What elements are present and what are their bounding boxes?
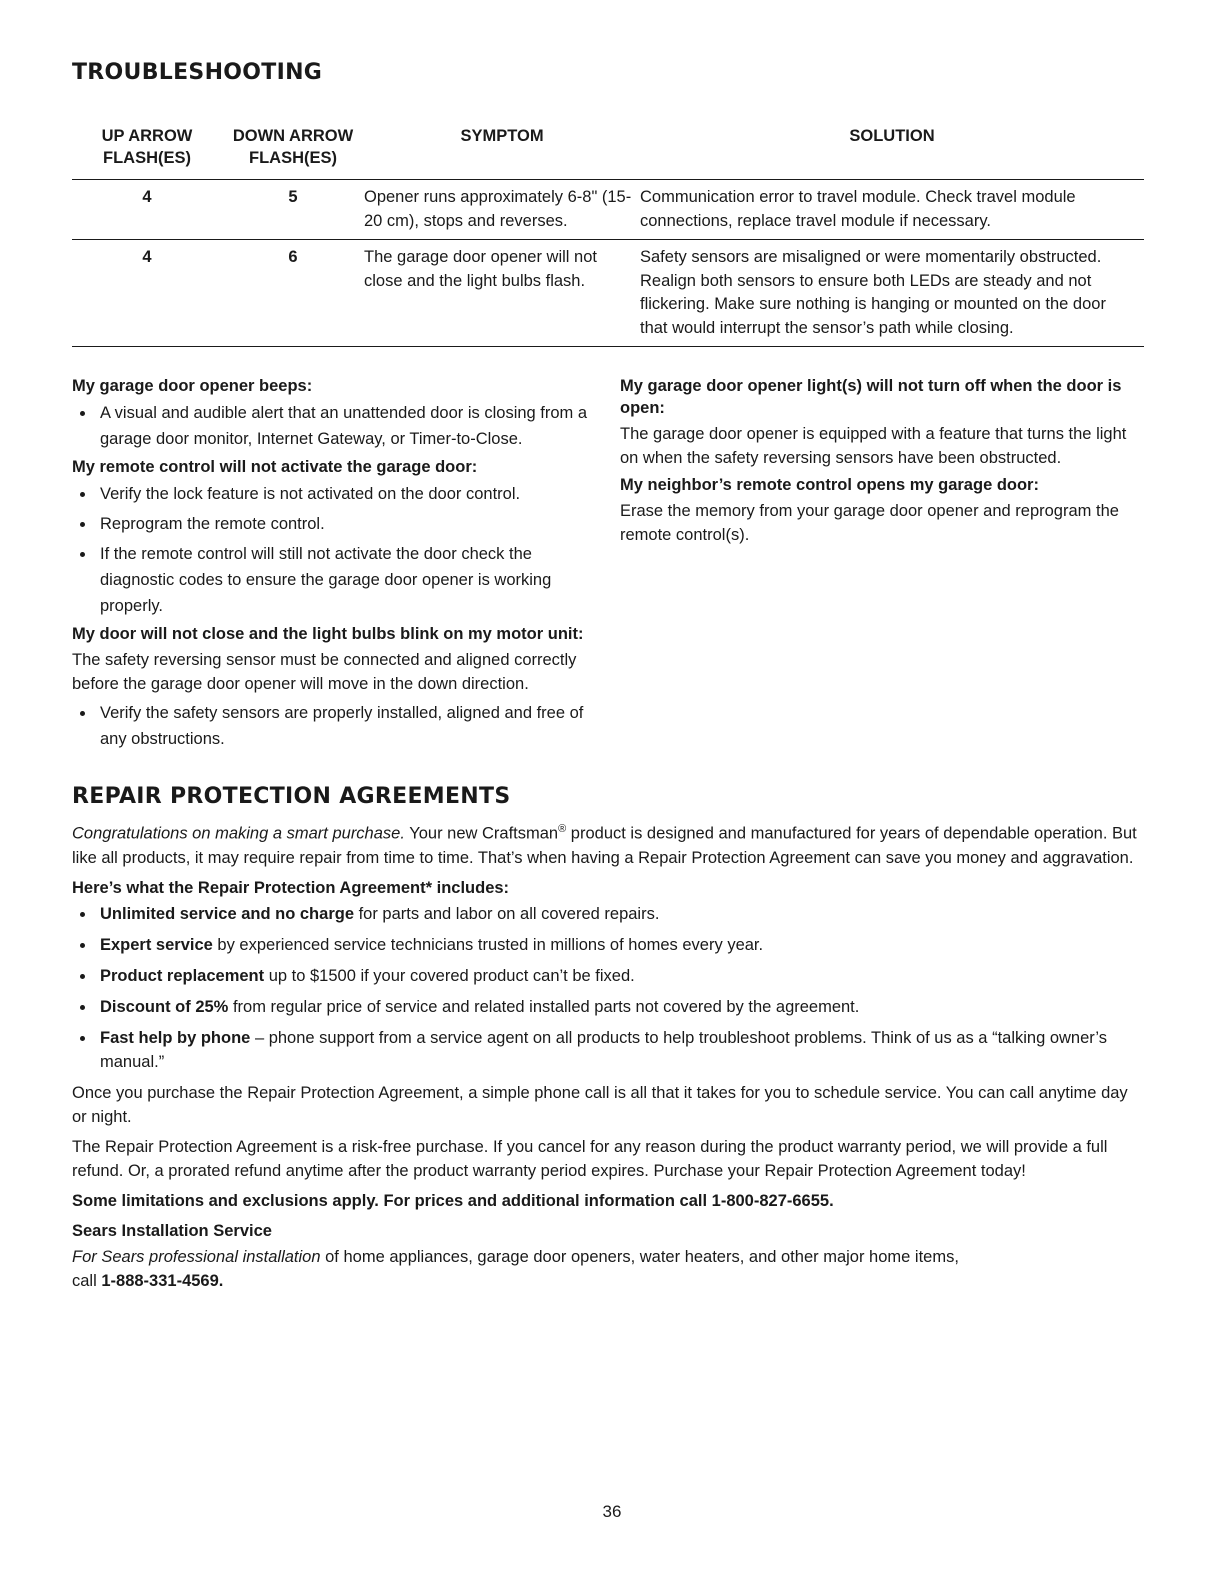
cell-down-flashes: 5 [222, 180, 364, 240]
benefit-title: Product replacement [100, 966, 265, 985]
repair-paragraph-schedule: Once you purchase the Repair Protection Agreement, a simple phone call is all that it takes for you to schedule service. You can call anytime day or night. [72, 1083, 1128, 1126]
cell-solution: Communication error to travel module. Check travel module connections, replace travel module if necessary. [640, 180, 1144, 240]
sears-installation-heading: Sears Installation Service [72, 1221, 272, 1240]
faq-question-remote: My remote control will not activate the garage door: [72, 458, 478, 476]
list-item [72, 1026, 1144, 1074]
faq-remote-list [72, 481, 602, 619]
faq-question-light: My garage door opener light(s) will not turn off when the door is open: [620, 377, 1122, 417]
faq-question-neighbor: My neighbor’s remote control opens my garage door: [620, 476, 1039, 494]
bullet-icon [80, 492, 85, 497]
list-item [72, 902, 1144, 926]
bullet-icon [80, 1036, 85, 1041]
sears-installation-italic: For Sears professional installation [72, 1247, 321, 1266]
list-item [72, 481, 602, 507]
page-number: 36 [602, 1502, 622, 1521]
list-item-text: If the remote control will still not activate the door check the diagnostic codes to ensure the garage door opener is working properly. [100, 545, 552, 615]
benefit-text: by experienced service technicians trusted in millions of homes every year. [212, 935, 764, 954]
bullet-icon [80, 943, 85, 948]
cell-down-flashes: 6 [222, 240, 364, 347]
bullet-icon [80, 711, 85, 716]
list-item [72, 700, 602, 752]
sears-installation-body: of home appliances, garage door openers, water heaters, and other major home items, [320, 1247, 959, 1266]
list-item-text: Verify the lock feature is not activated on the door control. [100, 485, 521, 503]
bullet-icon [80, 974, 85, 979]
repair-intro-italic: Congratulations on making a smart purchase. [72, 824, 405, 843]
header-up-arrow [72, 125, 222, 180]
list-item-text: A visual and audible alert that an unattended door is closing from a garage door monitor, Internet Gateway, or Timer-to-Close. [100, 404, 588, 448]
sears-call-label: call [72, 1271, 102, 1290]
page [72, 60, 1144, 1299]
benefit-title: Unlimited service and no charge [100, 904, 354, 923]
list-item [72, 541, 602, 619]
benefit-text: up to $1500 if your covered product can’t be fixed. [264, 966, 635, 985]
faq-close-list [72, 700, 602, 752]
table-row [72, 240, 1144, 347]
header-solution: SOLUTION [640, 125, 1144, 180]
header-down-arrow-line1: DOWN ARROW [232, 127, 354, 145]
repair-intro-text-b: product is designed and manufactured for years of dependable operation. But like all products, it may require repair from time to time. That’s when having a Repair Protection Agreement can save you money and aggravation. [72, 824, 1137, 867]
list-item [72, 933, 1144, 957]
faq-beeps-list [72, 400, 602, 452]
bullet-icon [80, 552, 85, 557]
list-item [72, 964, 1144, 988]
faq-answer-close: The safety reversing sensor must be connected and aligned correctly before the garage door opener will move in the down direction. [72, 651, 577, 693]
repair-limitations: Some limitations and exclusions apply. For prices and additional information call 1-800-827-6655. [72, 1191, 834, 1210]
benefit-text: for parts and labor on all covered repairs. [354, 904, 660, 923]
faq-question-beeps: My garage door opener beeps: [72, 377, 313, 395]
registered-mark: ® [558, 823, 567, 835]
bullet-icon [80, 411, 85, 416]
header-up-arrow-line1: UP ARROW [101, 127, 193, 145]
benefit-title: Discount of 25% [100, 997, 229, 1016]
faq-right-column [620, 375, 1140, 756]
list-item-text: Verify the safety sensors are properly installed, aligned and free of any obstructions. [100, 704, 584, 748]
table-header-row [72, 125, 1144, 180]
faq-columns [72, 375, 1144, 756]
bullet-icon [80, 522, 85, 527]
benefit-text: – phone support from a service agent on all products to help troubleshoot problems. Think of us as a “talking owner’s manual.” [100, 1028, 1108, 1071]
repair-paragraph-refund: The Repair Protection Agreement is a risk-free purchase. If you cancel for any reason during the product warranty period, we will provide a full refund. Or, a prorated refund anytime after the product warranty period expires. Purchase your Repair Protection Agreement today! [72, 1137, 1108, 1180]
faq-question-close: My door will not close and the light bulbs blink on my motor unit: [72, 625, 584, 643]
faq-answer-light: The garage door opener is equipped with a feature that turns the light on when the safety reversing sensors have been obstructed. [620, 425, 1127, 467]
list-item [72, 511, 602, 537]
bullet-icon [80, 912, 85, 917]
repair-intro-text-a: Your new Craftsman [404, 824, 559, 843]
sears-installation-text [72, 1245, 1144, 1293]
benefit-title: Expert service [100, 935, 213, 954]
bullet-icon [80, 1005, 85, 1010]
header-up-arrow-line2: FLASH(ES) [103, 149, 191, 167]
list-item [72, 400, 602, 452]
cell-solution: Safety sensors are misaligned or were momentarily obstructed. Realign both sensors to ensure both LEDs are steady and not flickering. Make sure nothing is hanging or mounted on the door that would interrupt the sensor’s path while closing. [640, 240, 1144, 347]
table-row [72, 180, 1144, 240]
header-symptom: SYMPTOM [364, 125, 640, 180]
sears-phone-number: 1-888-331-4569. [101, 1271, 224, 1290]
list-item-text: Reprogram the remote control. [100, 515, 325, 533]
benefit-text: from regular price of service and related installed parts not covered by the agreement. [228, 997, 860, 1016]
benefit-title: Fast help by phone [100, 1028, 251, 1047]
header-down-arrow [222, 125, 364, 180]
cell-up-flashes: 4 [72, 180, 222, 240]
cell-symptom: The garage door opener will not close and the light bulbs flash. [364, 240, 640, 347]
cell-up-flashes: 4 [72, 240, 222, 347]
repair-intro [72, 817, 1144, 870]
repair-heading: REPAIR PROTECTION AGREEMENTS [72, 784, 511, 809]
list-item [72, 995, 1144, 1019]
repair-includes-heading: Here’s what the Repair Protection Agreement* includes: [72, 878, 510, 897]
faq-answer-neighbor: Erase the memory from your garage door opener and reprogram the remote control(s). [620, 502, 1119, 544]
cell-symptom: Opener runs approximately 6-8" (15-20 cm), stops and reverses. [364, 180, 640, 240]
header-down-arrow-line2: FLASH(ES) [249, 149, 337, 167]
troubleshooting-heading: TROUBLESHOOTING [72, 60, 323, 85]
troubleshooting-table [72, 125, 1144, 347]
repair-benefits-list [72, 902, 1144, 1074]
faq-left-column [72, 375, 602, 756]
